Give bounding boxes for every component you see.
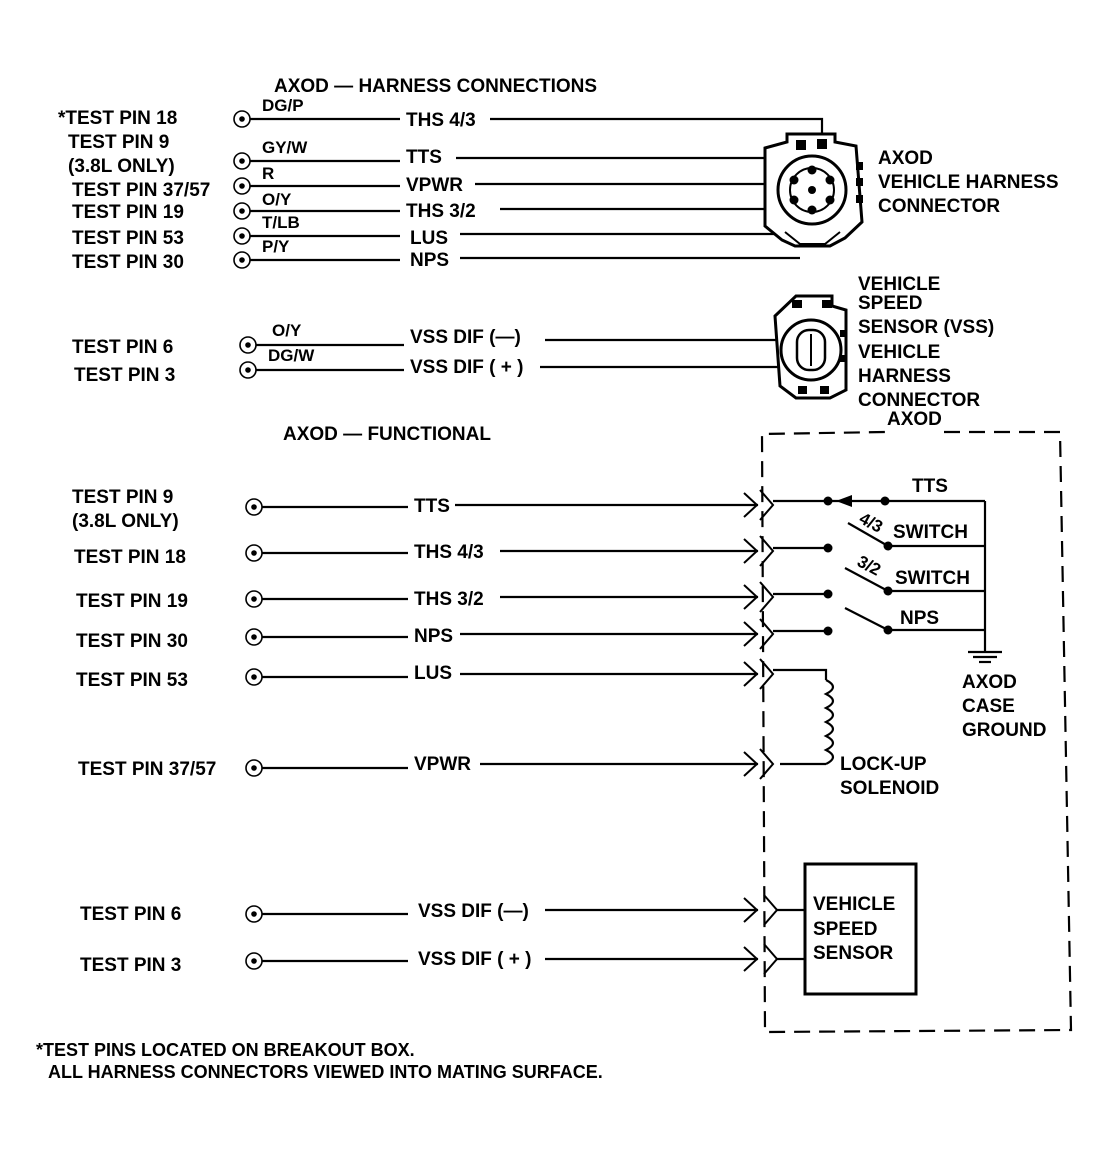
vss-harness-pin-labels bbox=[72, 337, 175, 386]
vss-connector-label-2: SPEED bbox=[858, 293, 923, 314]
signal-vss-pos: VSS DIF ( + ) bbox=[410, 357, 524, 378]
vss-connector-label-3: SENSOR (VSS) bbox=[858, 317, 995, 338]
wire-color-py: P/Y bbox=[262, 237, 290, 256]
func-pin-3-label: TEST PIN 3 bbox=[80, 955, 182, 976]
harness-terminal-9 bbox=[234, 153, 250, 169]
axod-connector-label-1: AXOD bbox=[878, 148, 933, 169]
solenoid-label-1: LOCK-UP bbox=[840, 754, 927, 775]
harness-pin-labels bbox=[58, 108, 210, 273]
harness-pin-3757-label: TEST PIN 37/57 bbox=[72, 180, 211, 201]
func-signal-vss-neg: VSS DIF (—) bbox=[418, 901, 529, 922]
func-signal-lus: LUS bbox=[414, 663, 452, 684]
footnote-line-1: *TEST PINS LOCATED ON BREAKOUT BOX. bbox=[36, 1040, 415, 1060]
lockup-solenoid-label bbox=[840, 754, 939, 799]
func-terminal-18 bbox=[246, 545, 262, 561]
func-signal-ths43: THS 4/3 bbox=[414, 542, 484, 563]
func-signal-vss-pos: VSS DIF ( + ) bbox=[418, 949, 532, 970]
functional-terminals bbox=[246, 499, 262, 969]
vss-connector-label-1: VEHICLE bbox=[858, 274, 941, 295]
vss-harness-wire-colors bbox=[268, 321, 315, 365]
harness-pin-30-label: TEST PIN 30 bbox=[72, 252, 184, 273]
signal-tts: TTS bbox=[406, 147, 442, 168]
ground-label-3: GROUND bbox=[962, 720, 1047, 741]
harness-wires bbox=[250, 119, 822, 260]
func-pin-53-label: TEST PIN 53 bbox=[76, 670, 188, 691]
func-terminal-19 bbox=[246, 591, 262, 607]
harness-pin-9-sub: (3.8L ONLY) bbox=[68, 156, 175, 177]
axod-connector-label bbox=[878, 148, 1059, 217]
footnote-line-2: ALL HARNESS CONNECTORS VIEWED INTO MATING SURFACE. bbox=[48, 1062, 603, 1082]
harness-pin-19-label: TEST PIN 19 bbox=[72, 202, 184, 223]
harness-pin-53-label: TEST PIN 53 bbox=[72, 228, 184, 249]
func-signal-tts: TTS bbox=[414, 496, 450, 517]
func-pin-18-label: TEST PIN 18 bbox=[74, 547, 186, 568]
vss-harness-signals bbox=[410, 327, 524, 378]
signal-ths43: THS 4/3 bbox=[406, 110, 476, 131]
vss-label-2: SPEED bbox=[813, 919, 878, 940]
vss-connector-label-6: CONNECTOR bbox=[858, 390, 981, 411]
signal-ths32: THS 3/2 bbox=[406, 201, 476, 222]
switch-label-43-num: 4/3 bbox=[856, 508, 886, 537]
func-signal-nps: NPS bbox=[414, 626, 454, 647]
ground-label-2: CASE bbox=[962, 696, 1015, 717]
wire-color-r: R bbox=[262, 164, 275, 183]
vss-harness-pin-3-label: TEST PIN 3 bbox=[74, 365, 176, 386]
functional-pin-labels bbox=[72, 487, 216, 976]
wire-color-oy-vss: O/Y bbox=[272, 321, 302, 340]
wire-color-tlb: T/LB bbox=[262, 213, 300, 232]
func-pin-30-label: TEST PIN 30 bbox=[76, 631, 188, 652]
func-terminal-6 bbox=[246, 906, 262, 922]
wire-color-gyw: GY/W bbox=[262, 138, 308, 157]
vss-harness-connector-icon bbox=[775, 296, 847, 398]
vss-connector-label-4: VEHICLE bbox=[858, 342, 941, 363]
lockup-solenoid-icon bbox=[773, 670, 833, 764]
func-terminal-3757 bbox=[246, 760, 262, 776]
axod-connector-label-2: VEHICLE HARNESS bbox=[878, 172, 1059, 193]
ground-label bbox=[962, 672, 1046, 741]
signal-nps: NPS bbox=[410, 250, 450, 271]
vss-connector-label bbox=[858, 274, 994, 411]
axod-box-label: AXOD bbox=[887, 409, 942, 430]
func-terminal-9 bbox=[246, 499, 262, 515]
func-pin-3757-label: TEST PIN 37/57 bbox=[78, 759, 217, 780]
func-pin-6-label: TEST PIN 6 bbox=[80, 904, 182, 925]
signal-lus: LUS bbox=[410, 228, 448, 249]
harness-title: AXOD — HARNESS CONNECTIONS bbox=[274, 76, 598, 97]
functional-wires bbox=[262, 505, 758, 961]
harness-pin-9-label: TEST PIN 9 bbox=[68, 132, 170, 153]
switch-labels bbox=[854, 476, 970, 629]
func-terminal-53 bbox=[246, 669, 262, 685]
func-signal-vpwr: VPWR bbox=[414, 754, 471, 775]
func-pin-9-sub: (3.8L ONLY) bbox=[72, 511, 179, 532]
harness-terminal-53 bbox=[234, 228, 250, 244]
switch-label-32: SWITCH bbox=[895, 568, 970, 589]
switch-label-43: SWITCH bbox=[893, 522, 968, 543]
functional-title: AXOD — FUNCTIONAL bbox=[283, 424, 491, 445]
vss-label-1: VEHICLE bbox=[813, 894, 896, 915]
wire-color-oy: O/Y bbox=[262, 190, 292, 209]
switch-label-32-num: 3/2 bbox=[854, 551, 884, 580]
harness-terminal-19 bbox=[234, 203, 250, 219]
vss-sensor-box bbox=[777, 864, 916, 994]
functional-connectors bbox=[744, 490, 777, 974]
vss-connector-label-5: HARNESS bbox=[858, 366, 951, 387]
wire-color-dgw-vss: DG/W bbox=[268, 346, 315, 365]
signal-vpwr: VPWR bbox=[406, 175, 463, 196]
harness-pin-18-label: *TEST PIN 18 bbox=[58, 108, 178, 129]
ground-icon bbox=[968, 652, 1002, 662]
func-terminal-3 bbox=[246, 953, 262, 969]
axod-harness-connector-icon bbox=[765, 134, 863, 246]
func-terminal-30 bbox=[246, 629, 262, 645]
signal-vss-neg: VSS DIF (—) bbox=[410, 327, 521, 348]
switch-label-nps: NPS bbox=[900, 608, 940, 629]
wire-color-dgp: DG/P bbox=[262, 96, 304, 115]
vss-harness-terminal-6 bbox=[240, 337, 256, 353]
vss-harness-terminal-3 bbox=[240, 362, 256, 378]
harness-terminal-30 bbox=[234, 252, 250, 268]
switch-label-tts: TTS bbox=[912, 476, 948, 497]
vss-label-3: SENSOR bbox=[813, 943, 894, 964]
vss-harness-pin-6-label: TEST PIN 6 bbox=[72, 337, 174, 358]
axod-connector-label-3: CONNECTOR bbox=[878, 196, 1001, 217]
func-pin-9-label: TEST PIN 9 bbox=[72, 487, 174, 508]
func-signal-ths32: THS 3/2 bbox=[414, 589, 484, 610]
vss-harness-terminals bbox=[240, 337, 256, 378]
harness-signals bbox=[406, 110, 476, 271]
harness-terminals bbox=[234, 111, 250, 268]
footnote bbox=[36, 1040, 603, 1082]
func-pin-19-label: TEST PIN 19 bbox=[76, 591, 188, 612]
solenoid-label-2: SOLENOID bbox=[840, 778, 940, 799]
harness-terminal-18 bbox=[234, 111, 250, 127]
ground-label-1: AXOD bbox=[962, 672, 1017, 693]
functional-signals bbox=[414, 496, 532, 970]
harness-terminal-3757 bbox=[234, 178, 250, 194]
